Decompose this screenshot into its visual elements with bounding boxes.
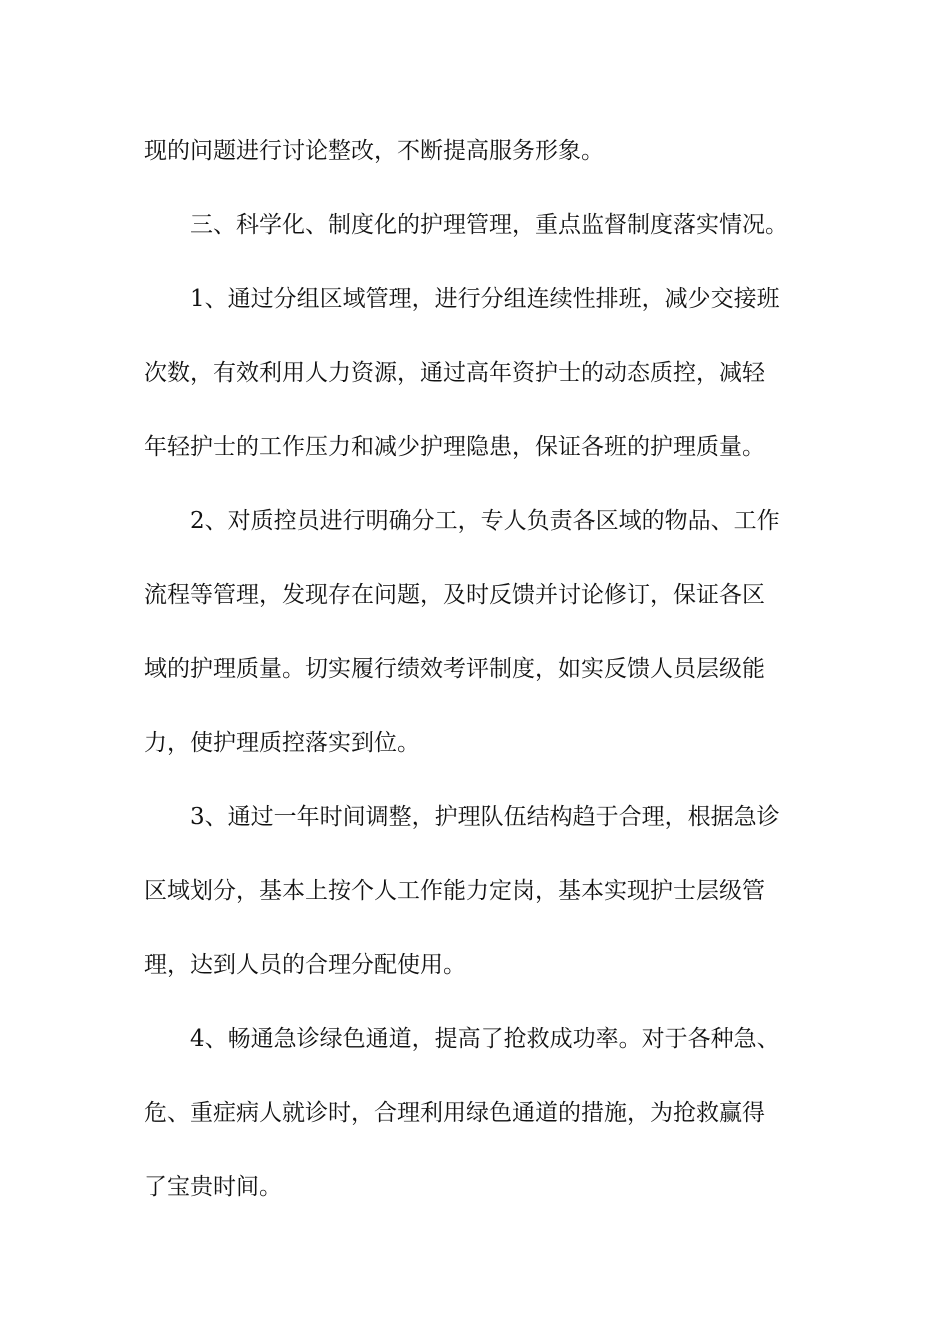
text-line: 域的护理质量。切实履行绩效考评制度，如实反馈人员层级能	[144, 656, 765, 682]
text-line: 现的问题进行讨论整改，不断提高服务形象。	[144, 138, 604, 164]
text-line: 次数，有效利用人力资源，通过高年资护士的动态质控，减轻	[144, 360, 765, 386]
text-line: 年轻护士的工作压力和减少护理隐患，保证各班的护理质量。	[144, 434, 765, 460]
document-body	[144, 114, 809, 1224]
text-line: 危、重症病人就诊时，合理利用绿色通道的措施，为抢救赢得	[144, 1100, 765, 1126]
text-line: 了宝贵时间。	[144, 1174, 282, 1200]
text-line: 力，使护理质控落实到位。	[144, 730, 420, 756]
text-line: 流程等管理，发现存在问题，及时反馈并讨论修订，保证各区	[144, 582, 765, 608]
section-heading: 三、科学化、制度化的护理管理，重点监督制度落实情况。	[190, 212, 788, 238]
text-line: 2、对质控员进行明确分工，专人负责各区域的物品、工作	[190, 508, 780, 534]
text-line: 4、畅通急诊绿色通道，提高了抢救成功率。对于各种急、	[190, 1026, 780, 1052]
text-line: 1、通过分组区域管理，进行分组连续性排班，减少交接班	[190, 286, 780, 312]
text-line: 区域划分，基本上按个人工作能力定岗，基本实现护士层级管	[144, 878, 765, 904]
text-line: 理，达到人员的合理分配使用。	[144, 952, 466, 978]
text-line: 3、通过一年时间调整，护理队伍结构趋于合理，根据急诊	[190, 804, 780, 830]
